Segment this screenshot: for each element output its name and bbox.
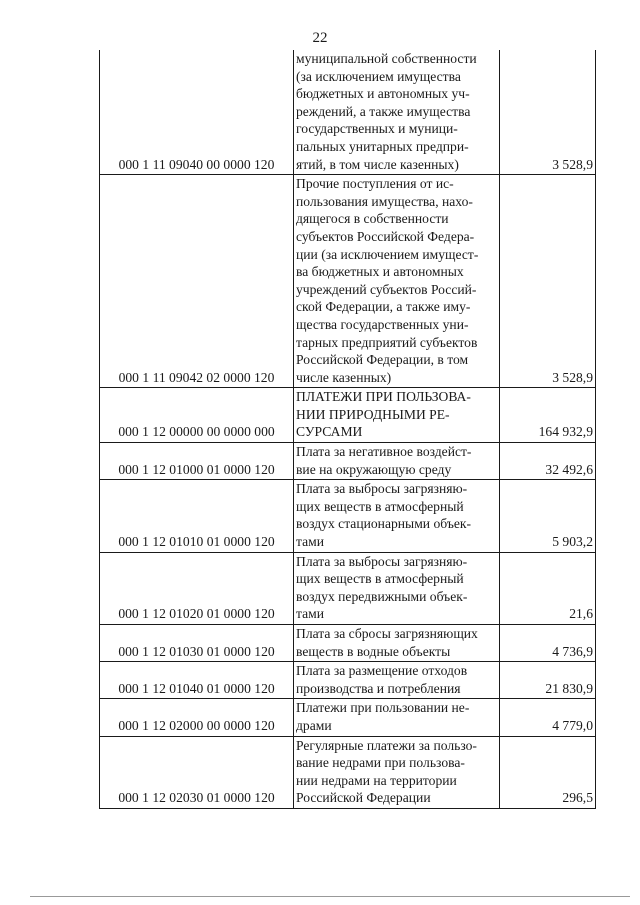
income-name (294, 480, 500, 552)
income-name-line: производства и потребления (296, 680, 461, 696)
income-name-line: ятий, в том числе казенных) (296, 156, 459, 172)
income-name-line: щих веществ в атмосферный (296, 571, 464, 587)
table-row (100, 662, 596, 699)
income-name-line: тами (296, 606, 325, 622)
income-name-line: ции (за исключением имущест- (296, 246, 479, 262)
table-row (100, 175, 596, 388)
income-name-line: учреждений субъектов Россий- (296, 281, 477, 297)
income-name (294, 662, 500, 699)
page-edge-line (30, 896, 630, 897)
amount: 164 932,9 (500, 388, 596, 443)
income-name (294, 552, 500, 624)
table-row (100, 388, 596, 443)
table-row (100, 552, 596, 624)
budget-code: 000 1 12 00000 00 0000 000 (100, 388, 294, 443)
budget-code: 000 1 12 02030 01 0000 120 (100, 736, 294, 808)
income-name-line: (за исключением имущества (296, 68, 461, 84)
income-name-line: Плата за сбросы загрязняющих (296, 626, 478, 641)
income-name-line: Российской Федерации, в том (296, 352, 469, 368)
income-name (294, 50, 500, 175)
income-name-line: воздух стационарными объек- (296, 516, 472, 532)
income-name-line: муниципальной собственности (296, 51, 477, 66)
income-name-line: пальных унитарных предпри- (296, 138, 469, 154)
budget-table-body (100, 50, 596, 808)
income-name-line: веществ в водные объекты (296, 643, 451, 659)
amount: 21,6 (500, 552, 596, 624)
table-row (100, 480, 596, 552)
budget-code: 000 1 12 01020 01 0000 120 (100, 552, 294, 624)
amount: 3 528,9 (500, 175, 596, 388)
table-row (100, 699, 596, 736)
income-name (294, 388, 500, 443)
table-row (100, 625, 596, 662)
income-name-line: субъектов Российской Федера- (296, 228, 475, 244)
budget-table (99, 50, 596, 809)
amount: 296,5 (500, 736, 596, 808)
income-name-line: Плата за негативное воздейст- (296, 444, 472, 460)
amount: 4 779,0 (500, 699, 596, 736)
budget-code: 000 1 12 01030 01 0000 120 (100, 625, 294, 662)
budget-code: 000 1 12 01040 01 0000 120 (100, 662, 294, 699)
page-number: 22 (312, 30, 328, 46)
income-name-line: числе казенных) (296, 369, 392, 385)
income-name-line: Российской Федерации (296, 790, 431, 806)
income-name-line: Прочие поступления от ис- (296, 176, 454, 192)
budget-code: 000 1 11 09040 00 0000 120 (100, 50, 294, 175)
income-name (294, 625, 500, 662)
income-name-line: Платежи при пользовании не- (296, 700, 470, 716)
income-name (294, 175, 500, 388)
income-name-line: нии недрами на территории (296, 772, 457, 788)
income-name-line: НИИ ПРИРОДНЫМИ РЕ- (296, 406, 450, 422)
income-name-line: Плата за выбросы загрязняю- (296, 553, 468, 569)
amount: 21 830,9 (500, 662, 596, 699)
amount: 3 528,9 (500, 50, 596, 175)
income-name-line: тами (296, 534, 325, 550)
income-name-line: пользования имущества, нахо- (296, 193, 473, 209)
income-name-line: драми (296, 717, 332, 733)
income-name-line: государственных и муници- (296, 121, 458, 137)
income-name-line: щества государственных уни- (296, 316, 469, 332)
income-name-line: вание недрами при пользова- (296, 755, 465, 771)
amount: 32 492,6 (500, 443, 596, 480)
income-name-line: Плата за выбросы загрязняю- (296, 481, 468, 497)
amount: 5 903,2 (500, 480, 596, 552)
budget-code: 000 1 12 01010 01 0000 120 (100, 480, 294, 552)
table-row (100, 443, 596, 480)
table-row (100, 736, 596, 808)
budget-code: 000 1 11 09042 02 0000 120 (100, 175, 294, 388)
income-name-line: дящегося в собственности (296, 211, 449, 227)
income-name-line: воздух передвижными объек- (296, 588, 468, 604)
income-name-line: Регулярные платежи за пользо- (296, 737, 477, 753)
income-name-line: ПЛАТЕЖИ ПРИ ПОЛЬЗОВА- (296, 389, 471, 405)
table-row (100, 50, 596, 175)
income-name (294, 443, 500, 480)
income-name-line: реждений, а также имущества (296, 103, 471, 119)
budget-code: 000 1 12 02000 00 0000 120 (100, 699, 294, 736)
amount: 4 736,9 (500, 625, 596, 662)
income-name (294, 736, 500, 808)
income-name-line: вие на окружающую среду (296, 461, 452, 477)
budget-code: 000 1 12 01000 01 0000 120 (100, 443, 294, 480)
income-name-line: щих веществ в атмосферный (296, 498, 464, 514)
income-name-line: бюджетных и автономных уч- (296, 86, 470, 102)
income-name-line: СУРСАМИ (296, 424, 363, 440)
income-name-line: ва бюджетных и автономных (296, 264, 464, 280)
income-name-line: ской Федерации, а также иму- (296, 299, 471, 315)
income-name-line: тарных предприятий субъектов (296, 334, 478, 350)
income-name-line: Плата за размещение отходов (296, 663, 468, 679)
income-name (294, 699, 500, 736)
